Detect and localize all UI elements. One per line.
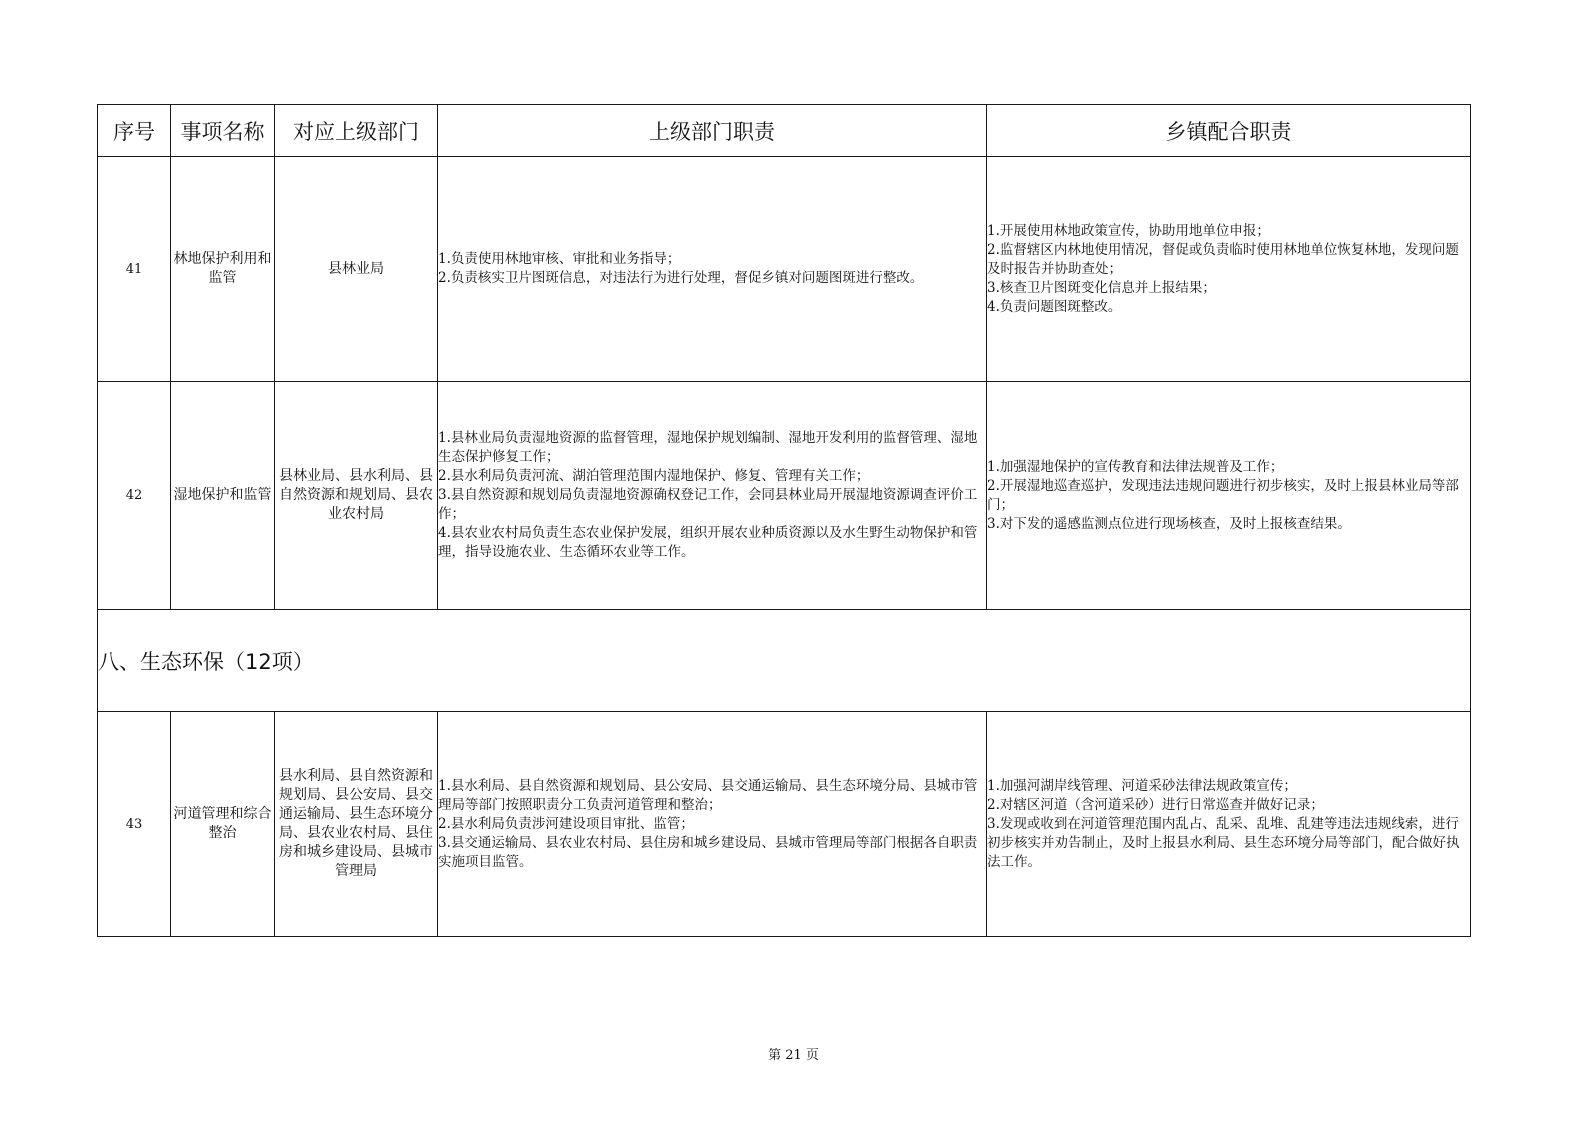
item-name: 林地保护利用和监管 (171, 157, 275, 382)
section-row (98, 610, 1471, 712)
item-name: 湿地保护和监管 (171, 382, 275, 610)
table-row (98, 382, 1471, 610)
header-upper-duties: 上级部门职责 (438, 105, 987, 157)
header-seq: 序号 (98, 105, 171, 157)
duty-line: 1.开展使用林地政策宣传，协助用地单位申报； (987, 222, 1270, 239)
row-number: 42 (98, 382, 171, 610)
item-name: 河道管理和综合整治 (171, 712, 275, 937)
upper-duties-cell (438, 157, 987, 382)
duty-line: 2.县水利局负责河流、湖泊管理范围内湿地保护、修复、管理有关工作； (438, 468, 870, 484)
duty-line: 2.开展湿地巡查巡护，发现违法违规问题进行初步核实，及时上报县林业局等部门； (987, 477, 1459, 513)
duty-line: 3.发现或收到在河道管理范围内乱占、乱采、乱堆、乱建等违法违规线索，进行初步核实并劝告制止，及时上报县水利局、县生态环境分局等部门，配合做好执法工作。 (987, 815, 1460, 870)
duty-line: 2.监督辖区内林地使用情况，督促或负责临时使用林地单位恢复林地，发现问题及时报告并协助查处； (987, 241, 1459, 277)
duty-line: 4.县农业农村局负责生态农业保护发展，组织开展农业种质资源以及水生野生动物保护和管理，指导设施农业、生态循环农业等工作。 (438, 525, 978, 560)
row-number: 43 (98, 712, 171, 937)
duty-line: 1.加强河湖岸线管理、河道采砂法律法规政策宣传； (987, 777, 1297, 794)
town-duties-cell (987, 712, 1471, 937)
table-row (98, 712, 1471, 937)
duty-table (97, 104, 1471, 937)
duty-line: 4.负责问题图斑整改。 (987, 298, 1122, 315)
town-duties-cell (987, 382, 1471, 610)
duty-line: 3.对下发的遥感监测点位进行现场核查，及时上报核查结果。 (987, 515, 1351, 532)
duty-line: 1.县水利局、县自然资源和规划局、县公安局、县交通运输局、县生态环境分局、县城市管理局等部门按照职责分工负责河道管理和整治； (438, 777, 978, 813)
duty-line: 1.负责使用林地审核、审批和业务指导； (438, 251, 681, 267)
duty-line: 1.县林业局负责湿地资源的监督管理，湿地保护规划编制、湿地开发利用的监督管理、湿地生态保护修复工作； (438, 430, 978, 465)
duty-line: 2.负责核实卫片图斑信息，对违法行为进行处理，督促乡镇对问题图斑进行整改。 (438, 270, 924, 286)
duty-line: 3.县交通运输局、县农业农村局、县住房和城乡建设局、县城市管理局等部门根据各自职责实施项目监管。 (438, 834, 978, 870)
duty-line: 3.核查卫片图斑变化信息并上报结果； (987, 279, 1216, 296)
header-town-duties: 乡镇配合职责 (987, 105, 1471, 157)
duty-line: 2.县水利局负责涉河建设项目审批、监管； (438, 815, 694, 832)
header-item-name: 事项名称 (171, 105, 275, 157)
upper-duties-cell (438, 712, 987, 937)
upper-department: 县水利局、县自然资源和规划局、县公安局、县交通运输局、县生态环境分局、县农业农村局、县住房和城乡建设局、县城市管理局 (275, 712, 438, 937)
upper-department: 县林业局、县水利局、县自然资源和规划局、县农业农村局 (275, 382, 438, 610)
duty-line: 2.对辖区河道（含河道采砂）进行日常巡查并做好记录； (987, 796, 1324, 813)
header-upper-dept: 对应上级部门 (275, 105, 438, 157)
row-number: 41 (98, 157, 171, 382)
table-row (98, 157, 1471, 382)
section-title: 八、生态环保（12项） (98, 610, 1471, 712)
duty-line: 3.县自然资源和规划局负责湿地资源确权登记工作，会同县林业局开展湿地资源调查评价工作； (438, 487, 978, 522)
upper-duties-cell (438, 382, 987, 610)
page-number: 第 21 页 (768, 1048, 819, 1063)
upper-department: 县林业局 (275, 157, 438, 382)
town-duties-cell (987, 157, 1471, 382)
duty-line: 1.加强湿地保护的宣传教育和法律法规普及工作； (987, 458, 1284, 475)
table-header-row (98, 105, 1471, 157)
